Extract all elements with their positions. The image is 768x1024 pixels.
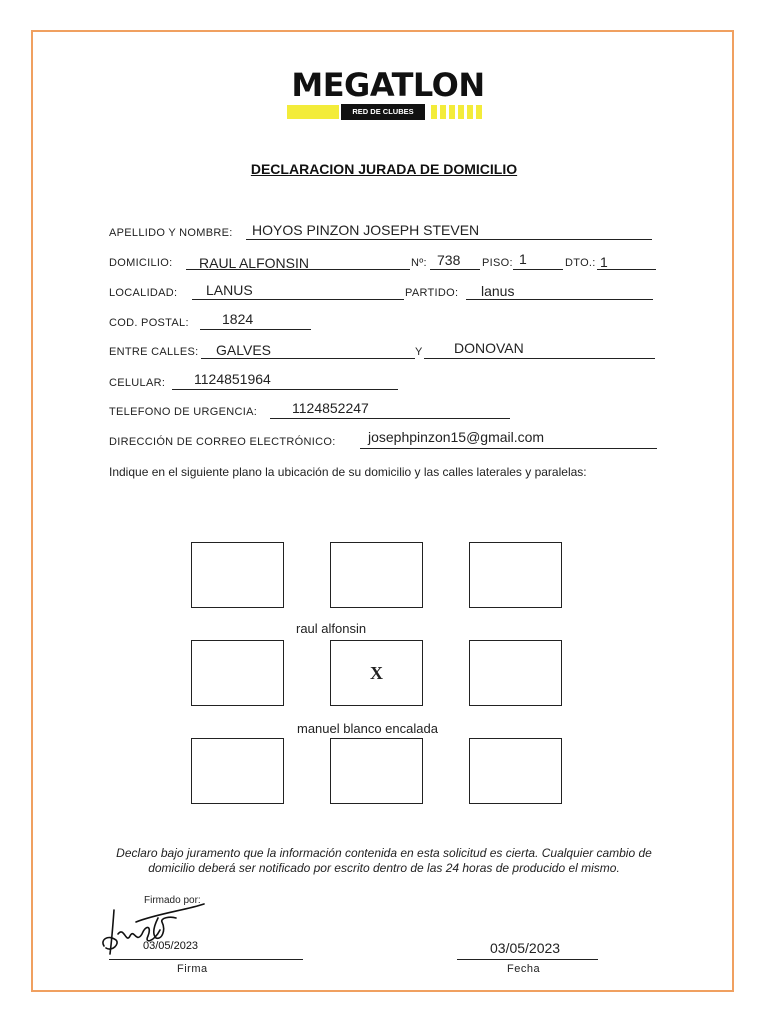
apellido-label: APELLIDO Y NOMBRE:: [109, 227, 233, 239]
map-block[interactable]: [330, 738, 423, 804]
y-field[interactable]: DONOVAN: [454, 340, 524, 356]
celular-line: [172, 389, 398, 390]
sworn-declaration: Declaro bajo juramento que la información contenida en esta solicitud es cierta. Cualquier cambio de domicilio deberá ser notificado por escrito dentro de las 24 horas de producido el mismo.: [116, 846, 652, 875]
logo-brand: MEGATLON: [291, 66, 485, 104]
signature-date: 03/05/2023: [143, 940, 199, 952]
partido-field[interactable]: lanus: [481, 283, 515, 299]
map-block[interactable]: [191, 542, 284, 608]
firma-line: [109, 959, 303, 960]
street-label-top: raul alfonsin: [296, 621, 367, 636]
fecha-line: [457, 959, 598, 960]
partido-label: PARTIDO:: [405, 287, 459, 299]
numero-label: Nº:: [411, 257, 427, 269]
correo-line: [360, 448, 657, 449]
domicilio-field[interactable]: RAUL ALFONSIN: [199, 255, 309, 271]
map-block[interactable]: [469, 542, 562, 608]
piso-label: PISO:: [482, 257, 513, 269]
y-line: [424, 358, 655, 359]
map-instructions: Indique en el siguiente plano la ubicación de su domicilio y las calles laterales y paralelas:: [109, 465, 587, 479]
firma-label: Firma: [177, 963, 208, 975]
map-block[interactable]: [330, 542, 423, 608]
megatlon-logo: [281, 63, 495, 129]
dto-label: DTO.:: [565, 257, 596, 269]
document-title: DECLARACION JURADA DE DOMICILIO: [250, 161, 518, 177]
celular-label: CELULAR:: [109, 377, 166, 389]
piso-field[interactable]: 1: [519, 251, 527, 267]
fecha-field[interactable]: 03/05/2023: [490, 940, 561, 956]
localidad-label: LOCALIDAD:: [109, 287, 178, 299]
entre-calles-label: ENTRE CALLES:: [109, 346, 199, 358]
celular-field[interactable]: 1124851964: [194, 371, 271, 387]
fecha-label: Fecha: [507, 963, 541, 975]
postal-label: COD. POSTAL:: [109, 317, 189, 329]
entre-calles-field[interactable]: GALVES: [216, 342, 271, 358]
urgencia-label: TELEFONO DE URGENCIA:: [109, 406, 258, 418]
localidad-field[interactable]: LANUS: [206, 282, 253, 298]
correo-label: DIRECCIÓN DE CORREO ELECTRÓNICO:: [109, 436, 336, 448]
map-block[interactable]: [191, 640, 284, 706]
street-label-bottom: manuel blanco encalada: [297, 721, 438, 736]
map-block[interactable]: [191, 738, 284, 804]
urgencia-field[interactable]: 1124852247: [292, 400, 369, 416]
piso-line: [513, 269, 563, 270]
signed-by-label: Firmado por:: [144, 895, 201, 906]
map-block[interactable]: [469, 738, 562, 804]
urgencia-line: [270, 418, 510, 419]
entre-calles-line: [201, 358, 415, 359]
logo-tagline: RED DE CLUBES: [341, 104, 425, 120]
numero-line: [430, 269, 480, 270]
home-marker: X: [370, 663, 383, 683]
y-label: Y: [415, 346, 423, 358]
dto-field[interactable]: 1: [600, 254, 608, 270]
partido-line: [466, 299, 653, 300]
postal-field[interactable]: 1824: [222, 311, 254, 327]
apellido-field[interactable]: HOYOS PINZON JOSEPH STEVEN: [252, 222, 480, 238]
postal-line: [200, 329, 311, 330]
correo-field[interactable]: josephpinzon15@gmail.com: [368, 429, 545, 445]
apellido-line: [246, 239, 652, 240]
map-block[interactable]: [469, 640, 562, 706]
numero-field[interactable]: 738: [437, 252, 461, 268]
logo-bar-left: [287, 105, 339, 119]
localidad-line: [192, 299, 404, 300]
logo-bar-right: [431, 105, 483, 119]
domicilio-label: DOMICILIO:: [109, 257, 173, 269]
